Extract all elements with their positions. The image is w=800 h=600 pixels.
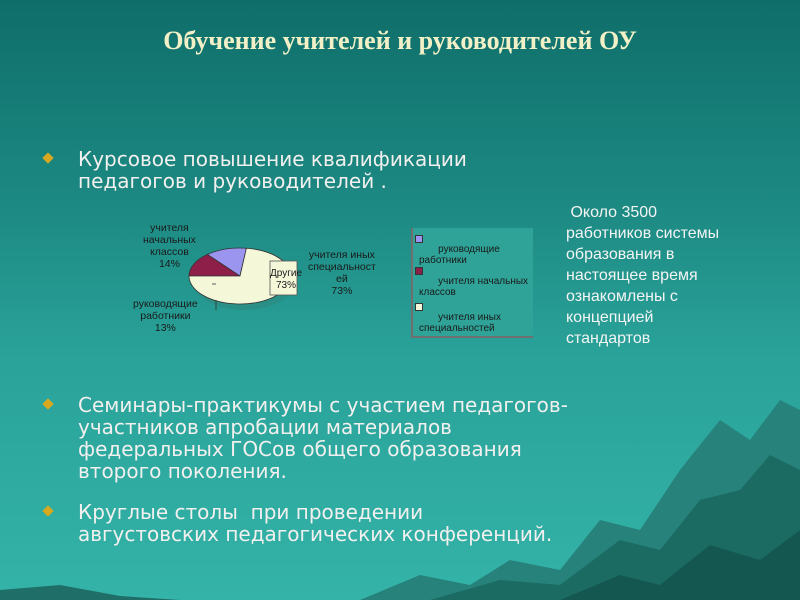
chart-legend — [411, 228, 533, 338]
slide-title: Обучение учителей и руководителей ОУ — [163, 26, 637, 55]
note-text: Около 3500 работников системы образования в настоящее время ознакомлены с концепцией стандартов — [566, 204, 720, 347]
inner-label: Другие 73% — [270, 268, 303, 291]
slice-label-managers: руководящие работники 13% — [133, 298, 198, 334]
bullet-text: Круглые столы при проведении августовских педагогических конференций. — [78, 500, 553, 546]
legend-swatch — [415, 235, 423, 243]
legend-item: учителя иных специальностей — [419, 301, 501, 345]
legend-item: учителя начальных классов — [419, 265, 528, 309]
slice-label-other-teachers: учителя иных специальност ей 73% — [308, 249, 376, 297]
legend-swatch — [415, 267, 423, 275]
slice-label-primary-teachers: учителя начальных классов 14% — [143, 222, 196, 270]
bullet-text: Курсовое повышение квалификации педагогов и руководителей . — [78, 147, 467, 193]
bullet-text: Семинары-практикумы с участием педагогов- участников апробации материалов федеральных ГОСов общего образования второго поколения. — [78, 393, 568, 483]
legend-swatch — [415, 303, 423, 311]
legend-item: руководящие работники — [419, 233, 500, 277]
